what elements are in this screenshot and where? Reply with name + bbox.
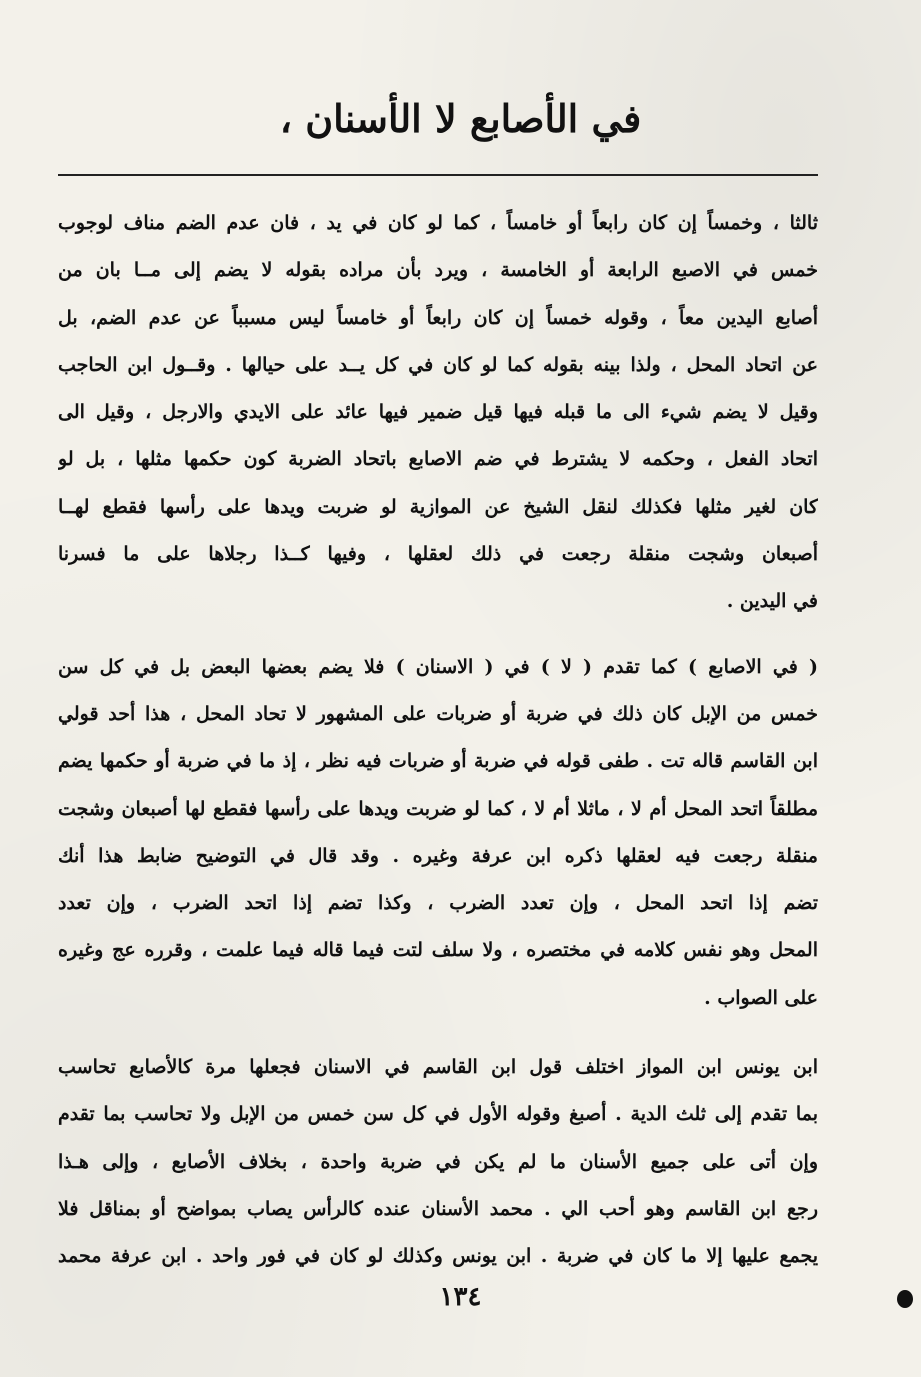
body-text xyxy=(58,200,818,1281)
text-line: منقلة رجعت فيه لعقلها ذكره ابن عرفة وغيره . وقد قال في التوضيح ضابط هذا أنك xyxy=(58,844,818,867)
text-line: في اليدين . xyxy=(726,590,818,613)
text-line: مطلقاً اتحد المحل أم لا ، ماثلا أم لا ، كما لو ضربت ويدها على رأسها فقطع لها أصبعان وشجت xyxy=(58,797,818,820)
text-line: تضم إذا اتحد المحل ، وإن تعدد الضرب ، وكذا تضم إذا اتحد الضرب ، وإن تعدد xyxy=(58,892,818,915)
text-line: بما تقدم إلى ثلث الدية . أصبغ وقوله الأول في كل سن خمس من الإبل ولا تحاسب بما تقدم xyxy=(58,1103,818,1126)
paragraph-3 xyxy=(58,1044,818,1280)
text-line: أصبعان وشجت منقلة رجعت في ذلك لعقلها ، وفيها كــذا رجلاها على ما فسرنا xyxy=(58,543,818,566)
text-line: ابن يونس ابن المواز اختلف قول ابن القاسم في الاسنان فجعلها مرة كالأصابع تحاسب xyxy=(58,1056,818,1079)
text-line: وقيل لا يضم شيء الى ما قبله فيها قيل ضمير فيها عائد على الايدي والارجل ، وقيل الى xyxy=(58,401,818,424)
section-heading: في الأصابع لا الأسنان ، xyxy=(279,96,642,141)
text-line: كان لغير مثلها فكذلك لنقل الشيخ عن الموازية لو ضربت ويدها على رأسها فقطع لهــا xyxy=(58,495,818,518)
text-line: ( في الاصابع ) كما تقدم ( لا ) في ( الاسنان ) فلا يضم بعضها البعض بل في كل سن xyxy=(58,655,818,678)
text-line: خمس في الاصبع الرابعة أو الخامسة ، ويرد بأن مراده بقوله لا يضم إلى مــا بان من xyxy=(58,259,818,282)
heading-rule xyxy=(58,174,818,176)
text-line: ابن القاسم قاله تت . طفى قوله في ضربة أو ضربات فيه نظر ، إذ ما في ضربة أو حكمها يضم xyxy=(58,750,818,773)
paragraph-gap xyxy=(58,626,818,644)
text-line: أصابع اليدين معاً ، وقوله خمساً إن كان رابعاً أو خامساً ليس مسبباً عن عدم الضم، بل xyxy=(58,306,818,329)
page-number: ١٣٤ xyxy=(439,1282,482,1312)
text-line: رجع ابن القاسم وهو أحب الي . محمد الأسنان عنده كالرأس يصاب بمواضح أو بمناقل فلا xyxy=(58,1197,818,1220)
ink-blot xyxy=(897,1290,913,1308)
text-line: خمس من الإبل كان ذلك في ضربة أو ضربات على المشهور لا تحاد المحل ، هذا أحد قولي xyxy=(58,702,818,725)
paragraph-2 xyxy=(58,644,818,1022)
text-line: عن اتحاد المحل ، ولذا بينه بقوله كما لو كان في كل يــد على حيالها . وقــول ابن الحاجب xyxy=(58,353,818,376)
text-line: يجمع عليها إلا ما كان في ضربة . ابن يونس وكذلك لو كان في فور واحد . ابن عرفة محمد xyxy=(58,1245,818,1268)
text-line: اتحاد الفعل ، وحكمه لا يشترط في ضم الاصابع باتحاد الضربة كون حكمها مثلها ، بل لو xyxy=(58,448,818,471)
text-line: ثالثا ، وخمساً إن كان رابعاً أو خامساً ، كما لو كان في يد ، فان عدم الضم مناف لوجوب xyxy=(58,212,818,234)
paragraph-1 xyxy=(58,200,818,626)
paragraph-gap xyxy=(58,1022,818,1044)
text-line: وإن أتى على جميع الأسنان ما لم يكن في ضربة واحدة ، بخلاف الأصابع ، وإلى هـذا xyxy=(58,1150,818,1173)
text-line: المحل وهو نفس كلامه في مختصره ، ولا سلف لتت فيما قاله فيما علمت ، وقرره عج وغيره xyxy=(58,939,818,962)
text-line: على الصواب . xyxy=(704,986,818,1009)
